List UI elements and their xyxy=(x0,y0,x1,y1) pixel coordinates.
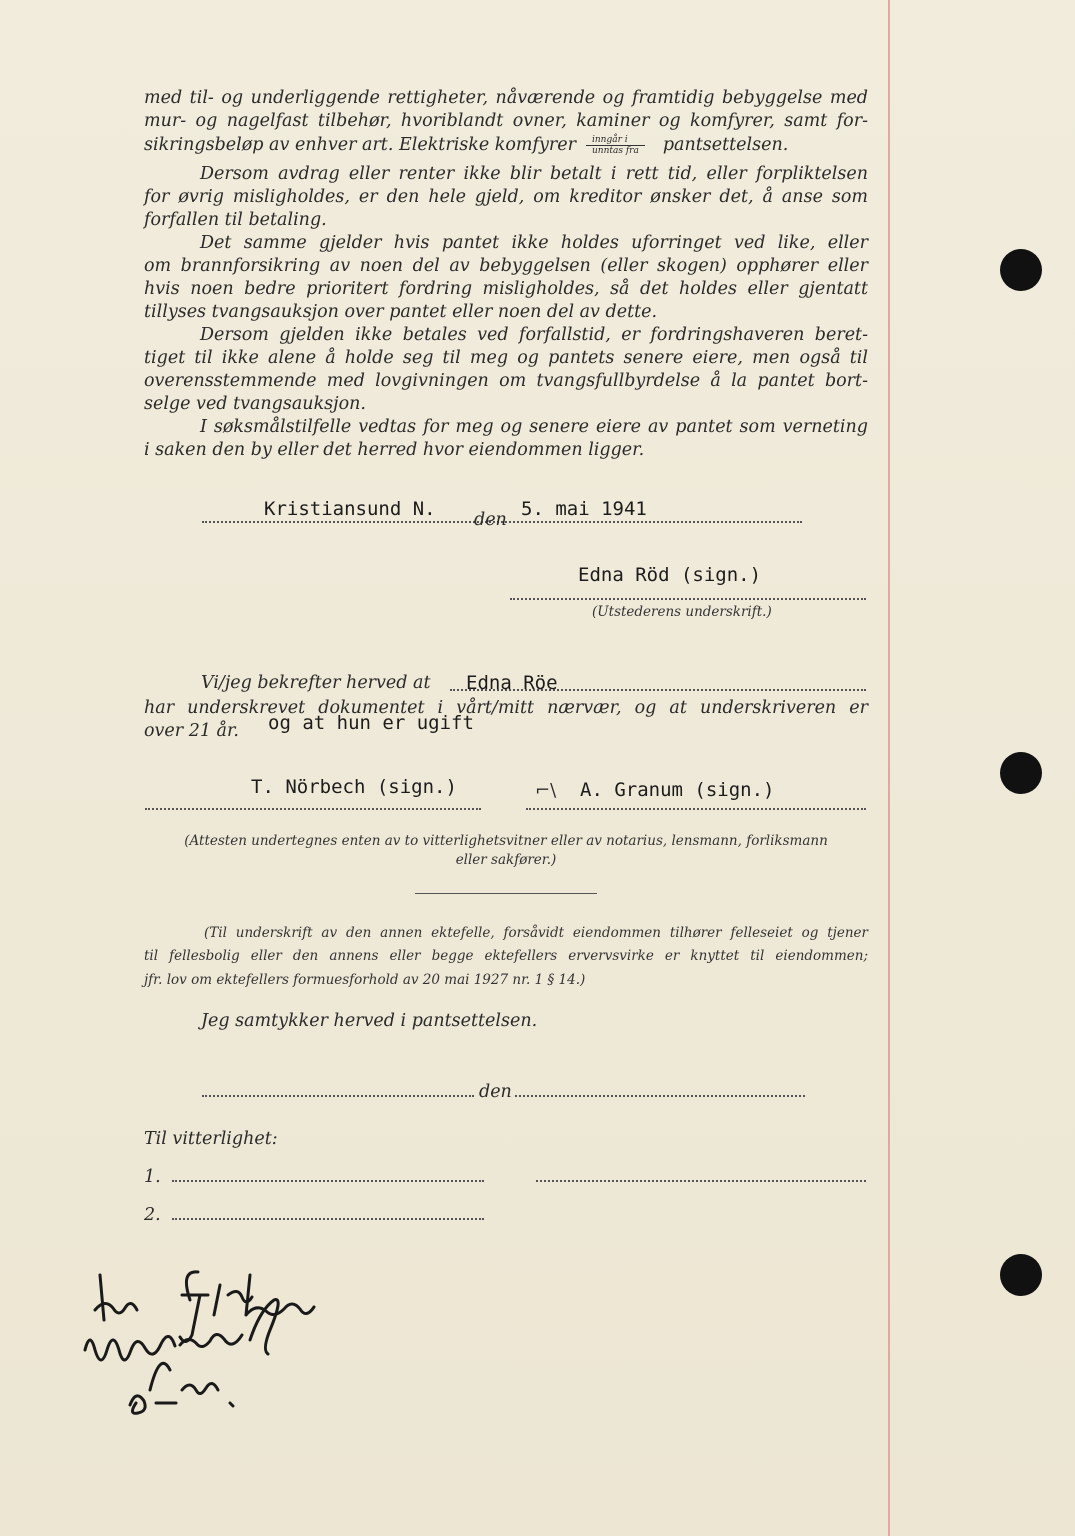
paragraph-maintenance xyxy=(144,232,868,324)
paragraph-line xyxy=(144,133,868,157)
consent-den-label: den xyxy=(479,1082,512,1102)
paragraph-line: for øvrig misligholdes, er den hele gjeld, om kreditor ønsker det, å anse som xyxy=(144,187,868,207)
paragraph-default xyxy=(144,163,868,232)
paragraph-line: med til- og underliggende rettigheter, nåværende og framtidig bebyggelse med xyxy=(144,88,868,108)
confirmation-name: Edna Röe xyxy=(466,672,558,694)
consent-place-line xyxy=(202,1095,474,1097)
section-divider xyxy=(415,893,597,894)
paragraph-venue xyxy=(144,416,868,462)
spouse-note-line1 xyxy=(144,925,868,941)
punch-hole-top xyxy=(1000,249,1042,291)
handwritten-mark: ⌐\ xyxy=(535,780,557,801)
paragraph-line: Dersom avdrag eller renter ikke blir betalt i rett tid, eller forpliktelsen xyxy=(200,164,868,184)
paragraph-line: mur- og nagelfast tilbehør, hvoriblandt ovner, kaminer og komfyrer, samt for- xyxy=(144,111,868,131)
paragraph-line: i saken den by eller det herred hvor eiendommen ligger. xyxy=(144,440,645,460)
witness-1-line-right xyxy=(536,1180,866,1182)
paragraph-line: har underskrevet dokumentet i vårt/mitt nærvær, og at underskriveren er xyxy=(144,698,868,718)
spouse-note-text: (Til underskrift av den annen ektefelle, forsåvidt eiendommen tilhører felleseiet og tjener xyxy=(204,925,868,941)
witness-item-2: 2. xyxy=(144,1205,161,1225)
confirmation-label: Vi/jeg bekrefter herved at xyxy=(201,673,431,693)
witness-section-title: Til vitterlighet: xyxy=(144,1129,278,1149)
paragraph-line: om brannforsikring av noen del av bebyggelsen (eller skogen) opphører eller xyxy=(144,256,868,276)
witness1-signature: T. Nörbech (sign.) xyxy=(251,776,457,798)
witness-1-line-left xyxy=(172,1180,484,1182)
spouse-note-line2: til fellesbolig eller den annens eller begge ektefellers ervervsvirke er knyttet til eiendommen; xyxy=(144,948,868,964)
den-label: den xyxy=(474,510,507,530)
age-label: over 21 år. xyxy=(144,721,239,741)
paragraph-line: I søksmålstilfelle vedtas for meg og senere eiere av pantet som verneting xyxy=(200,417,868,437)
witness2-signature: A. Granum (sign.) xyxy=(580,779,775,801)
handwritten-in-fidem-signature xyxy=(70,1265,330,1445)
paragraph-enforcement xyxy=(144,324,868,416)
typed-addition: og at hun er ugift xyxy=(268,712,474,734)
consent-date-line xyxy=(515,1095,805,1097)
punch-hole-middle xyxy=(1000,752,1042,794)
paragraph-line: Dersom gjelden ikke betales ved forfallstid, er fordringshaveren beret- xyxy=(200,325,868,345)
witness-caption-1: (Attesten undertegnes enten av to vitterlighetsvitner eller av notarius, lensmann, forliksmann xyxy=(184,833,828,849)
witness-2-line xyxy=(172,1218,484,1220)
fraction-denominator: unntas fra xyxy=(591,145,639,156)
issuer-signature-line xyxy=(510,598,866,600)
consent-text: Jeg samtykker herved i pantsettelsen. xyxy=(201,1011,538,1031)
paragraph-text: pantsettelsen. xyxy=(662,134,789,155)
paragraph-property-rights xyxy=(144,87,868,157)
paragraph-line: forfallen til betaling. xyxy=(144,210,327,230)
fraction-numerator: inngår i xyxy=(586,135,645,146)
issuer-signature: Edna Röd (sign.) xyxy=(578,564,762,586)
paragraph-line: hvis noen bedre prioritert fordring misligholdes, så det holdes eller gjentatt xyxy=(144,279,868,299)
witness-item-1: 1. xyxy=(144,1167,161,1187)
witness-caption-2: eller sakfører.) xyxy=(455,852,557,868)
punch-hole-bottom xyxy=(1000,1254,1042,1296)
witness1-line xyxy=(145,808,481,810)
paragraph-line: overensstemmende med lovgivningen om tvangsfullbyrdelse å la pantet bort- xyxy=(144,371,868,391)
paragraph-text: sikringsbeløp av enhver art. Elektriske komfyrer xyxy=(144,134,576,155)
place-field: Kristiansund N. xyxy=(264,498,436,520)
issuer-caption: (Utstederens underskrift.) xyxy=(592,604,772,620)
red-margin-line xyxy=(888,0,890,1536)
paragraph-line: selge ved tvangsauksjon. xyxy=(144,394,366,414)
date-field: 5. mai 1941 xyxy=(521,498,647,520)
witness2-line xyxy=(526,808,866,810)
paragraph-line: tillyses tvangsauksjon over pantet eller noen del av dette. xyxy=(144,302,658,322)
paragraph-line: Det samme gjelder hvis pantet ikke holdes uforringet ved like, eller xyxy=(200,233,868,253)
paragraph-line: tiget til ikke alene å holde seg til meg og pantets senere eiere, men også til xyxy=(144,348,868,368)
spouse-note-line3: jfr. lov om ektefellers formuesforhold av 20 mai 1927 nr. 1 § 14.) xyxy=(144,972,586,988)
fraction-inngar-unntas xyxy=(586,135,645,156)
confirmation-paragraph xyxy=(144,697,868,720)
